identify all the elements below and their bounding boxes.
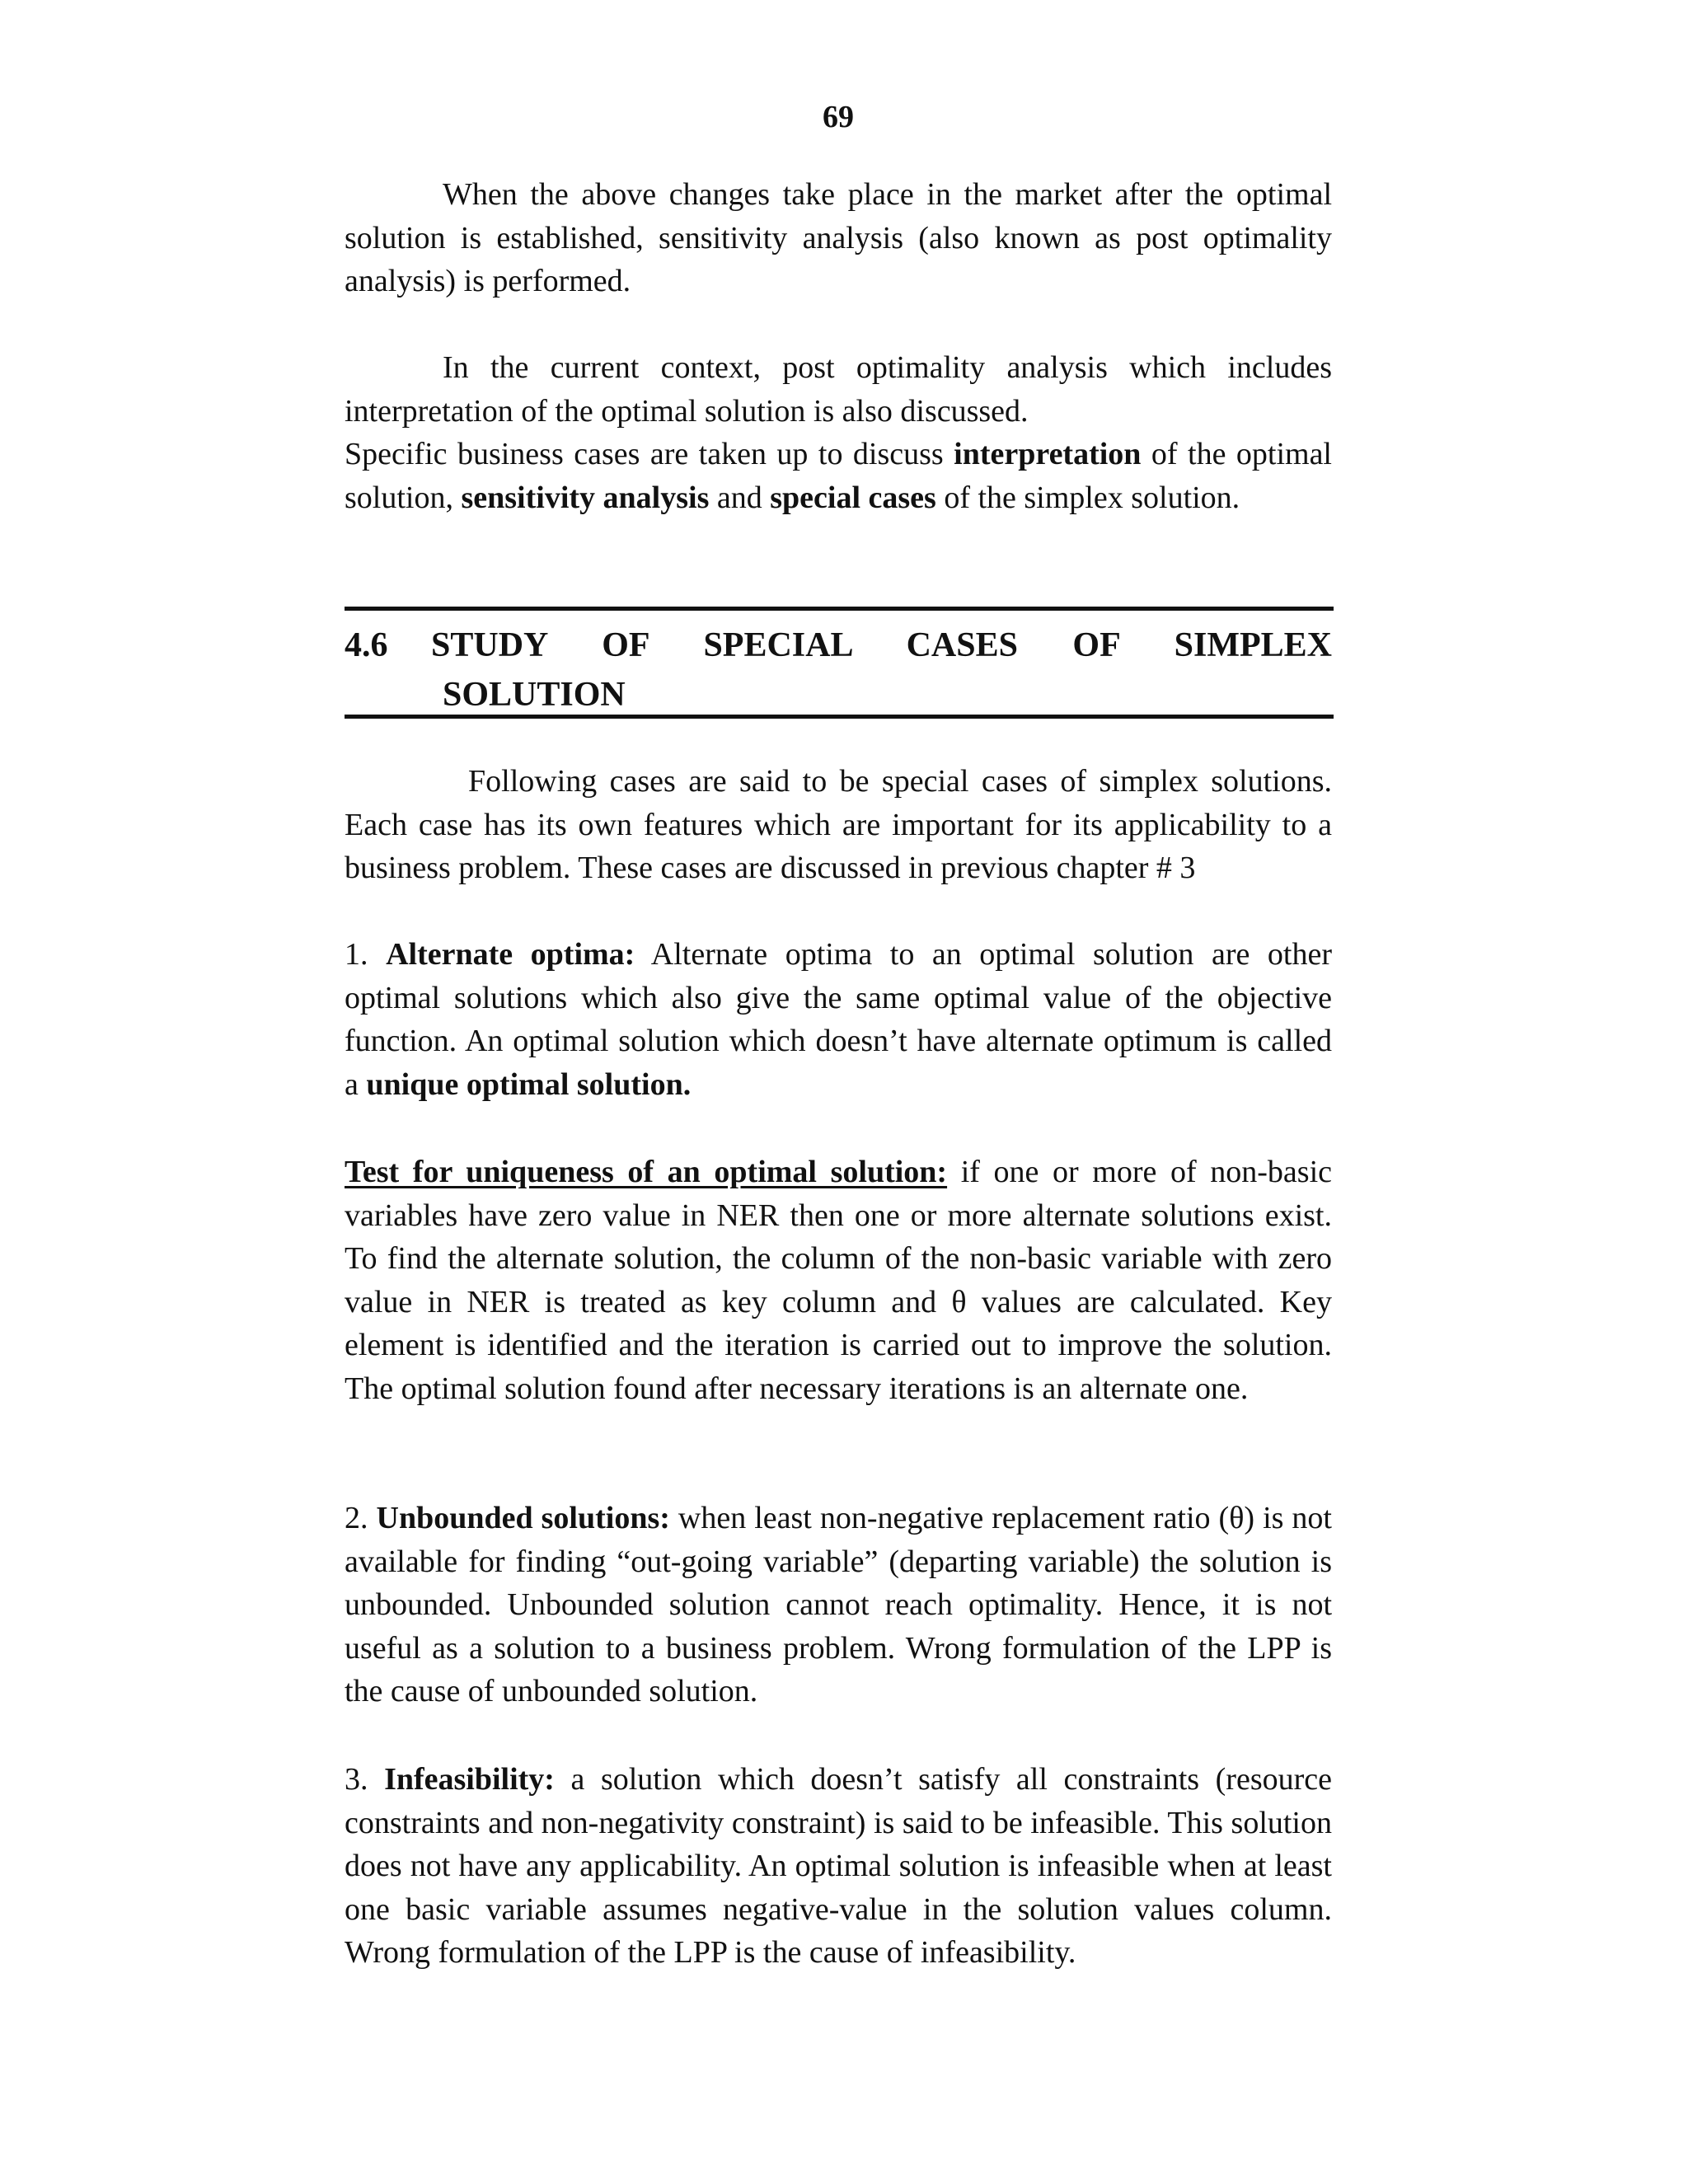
bold-interpretation: interpretation [954, 437, 1142, 471]
paragraph-text: Alternate optima to an optimal solution are other optimal solutions which also give the same optimal value of the objective function. An optimal solution which doesn’t have alternate optimum is called a [345, 937, 1332, 1102]
list-number: 1. [345, 937, 387, 972]
section-title-line1: STUDY OF SPECIAL CASES OF SIMPLEX [431, 626, 1332, 664]
test-title [345, 1155, 947, 1189]
paragraph-uniqueness-test [345, 1151, 1332, 1411]
paragraph-unbounded [345, 1497, 1332, 1713]
list-number: 3. [345, 1762, 385, 1797]
paragraph-special-cases-intro [345, 760, 1332, 890]
paragraph-alternate-optima [345, 933, 1332, 1106]
paragraph-sensitivity-intro [345, 173, 1332, 303]
bold-sensitivity-analysis: sensitivity analysis [461, 480, 710, 515]
test-title-underlined: Test for uniqueness of an optimal solution: [345, 1155, 948, 1189]
paragraph-text: Following cases are said to be special cases of simplex solutions. Each case has its own features which are important for its applicability to a business problem. These cases are discussed in previous chapter # 3 [345, 764, 1332, 886]
paragraph-text: Specific business cases are taken up to discuss [345, 437, 954, 471]
paragraph-text: of the optimal solution, [345, 437, 1332, 515]
paragraph-business-cases [345, 433, 1332, 519]
case-title: Infeasibility: [384, 1762, 555, 1797]
case-title: Alternate optima: [386, 937, 635, 972]
section-title-line2: SOLUTION [443, 676, 626, 714]
bold-special-cases: special cases [770, 480, 936, 515]
section-number: 4.6 [345, 626, 388, 664]
page-number: 69 [823, 100, 854, 134]
paragraph-text: if one or more of non-basic variables have zero value in NER then one or more alternate solutions exist. To find the alternate solution, the column of the non-basic variable with zero value in NER is treated as key column and θ values are calculated. Key element is identified and the iteration is carried out to improve the solution. The optimal solution found after necessary iterations is an alternate one. [345, 1155, 1332, 1406]
paragraph-text: and [709, 480, 771, 515]
paragraph-text: of the simplex solution. [935, 480, 1240, 515]
paragraph-post-optimality [345, 346, 1332, 433]
paragraph-text: a solution which doesn’t satisfy all constraints (resource constraints and non-negativity constraint) is said to be infeasible. This solution does not have any applicability. An optimal solution is infeasible when at least one basic variable assumes negative-value in the solution values column. Wrong formulation of the LPP is the cause of infeasibility. [345, 1762, 1332, 1971]
paragraph-text: When the above changes take place in the market after the optimal solution is established, sensitivity analysis (also known as post optimality analysis) is performed. [345, 177, 1332, 299]
list-number: 2. [345, 1501, 377, 1535]
section-heading [345, 607, 1334, 719]
paragraph-text: In the current context, post optimality analysis which includes interpretation of the optimal solution is also discussed. [345, 350, 1332, 429]
paragraph-infeasibility [345, 1758, 1332, 1975]
paragraph-text: when least non-negative replacement ratio (θ) is not available for finding “out-going variable” (departing variable) the solution is unbounded. Unbounded solution cannot reach optimality. Hence, it is not useful as a solution to a business problem. Wrong formulation of the LPP is the cause of unbounded solution. [345, 1501, 1332, 1709]
case-title: Unbounded solutions: [376, 1501, 670, 1535]
bold-unique-optimal: unique optimal solution. [366, 1066, 692, 1102]
